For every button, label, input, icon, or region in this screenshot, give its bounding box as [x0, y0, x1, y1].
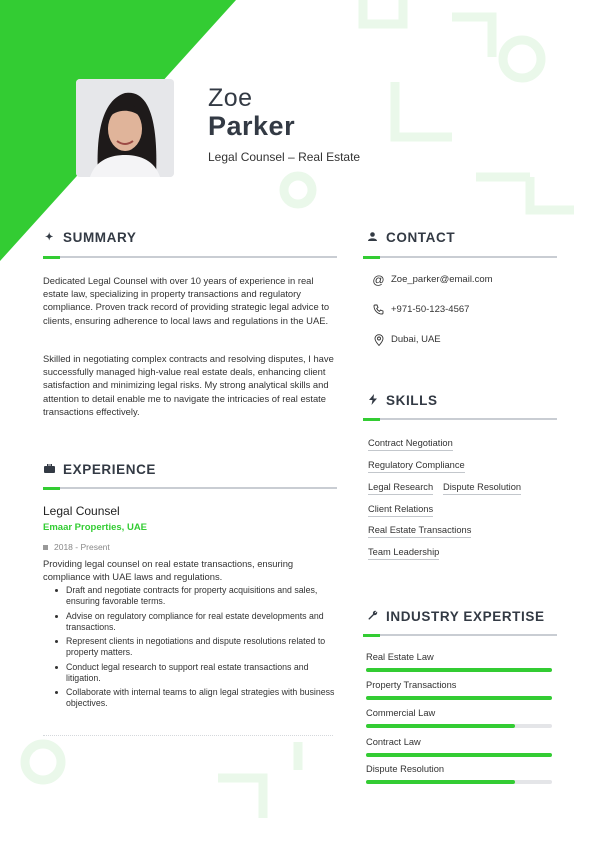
location-text: Dubai, UAE	[391, 334, 441, 345]
experience-rule	[43, 487, 337, 489]
job-role: Legal Counsel – Real Estate	[208, 150, 361, 164]
phone-icon	[372, 303, 385, 316]
calendar-icon	[43, 545, 48, 550]
skill-tag: Regulatory Compliance	[368, 460, 465, 473]
company-name: Emaar Properties, UAE	[43, 522, 148, 533]
summary-rule	[43, 256, 337, 258]
summary-paragraph-2: Skilled in negotiating complex contracts and resolving disputes, I have successfully managed high-value real estate deals, enhancing client satisfaction and minimizing legal risks. My strong analytical skills and attention to detail enable me to navigate the intricacies of real estate transactions effectively.	[43, 353, 334, 417]
job-bullets	[54, 585, 340, 713]
summary-heading	[43, 230, 136, 245]
job-bullet: Conduct legal research to support real estate transactions and litigation.	[54, 662, 340, 684]
skills-heading	[366, 393, 438, 408]
skills-title: SKILLS	[386, 393, 438, 408]
summary-paragraph-1: Dedicated Legal Counsel with over 10 years of experience in real estate law, specializing in property transactions and regulatory compliance. Proven track record of providing strategic legal advice to clients, ensuring adherence to local laws and regulations in the UAE.	[43, 275, 330, 326]
job-bullet: Collaborate with internal teams to align legal strategies with business objectives.	[54, 687, 340, 709]
expertise-bar	[366, 780, 552, 784]
contact-rule	[363, 256, 557, 258]
briefcase-icon	[43, 464, 56, 476]
skill-tag: Real Estate Transactions	[368, 525, 471, 538]
skill-tag: Client Relations	[368, 504, 433, 517]
sparkle-icon: ✦	[45, 232, 54, 243]
job-title: Legal Counsel	[43, 504, 120, 518]
job-bullet: Represent clients in negotiations and dispute resolutions related to property matters.	[54, 636, 340, 658]
job-bullet: Draft and negotiate contracts for property acquisitions and sales, ensuring favorable terms.	[54, 585, 340, 607]
expertise-heading	[366, 609, 545, 624]
expertise-title: INDUSTRY EXPERTISE	[386, 609, 545, 624]
expertise-bar	[366, 668, 552, 672]
expertise-label: Property Transactions	[366, 680, 457, 690]
contact-phone[interactable]	[372, 303, 469, 316]
phone-text[interactable]: +971-50-123-4567	[391, 304, 470, 315]
summary-title: SUMMARY	[63, 230, 137, 245]
wrench-icon	[366, 610, 379, 623]
section-divider	[43, 735, 333, 736]
at-icon: @	[372, 272, 385, 287]
expertise-rule	[363, 634, 557, 636]
first-name: Zoe	[208, 84, 253, 112]
expertise-bar	[366, 696, 552, 700]
experience-heading	[43, 462, 156, 477]
email-text[interactable]: Zoe_parker@email.com	[391, 274, 493, 285]
skill-tag: Contract Negotiation	[368, 438, 453, 451]
contact-location	[372, 333, 441, 346]
skill-tag: Legal Research	[368, 482, 433, 495]
job-dates-text: 2018 - Present	[54, 542, 110, 552]
expertise-label: Dispute Resolution	[366, 764, 445, 774]
contact-heading	[366, 230, 455, 245]
job-bullet: Advise on regulatory compliance for real estate developments and transactions.	[54, 611, 340, 633]
skills-rule	[363, 418, 557, 420]
expertise-label: Commercial Law	[366, 708, 436, 718]
person-icon	[366, 232, 379, 244]
last-name: Parker	[208, 111, 296, 141]
expertise-label: Real Estate Law	[366, 652, 434, 662]
skill-tag: Dispute Resolution	[443, 482, 521, 495]
contact-title: CONTACT	[386, 230, 456, 245]
job-dates	[43, 542, 110, 552]
expertise-bar	[366, 753, 552, 757]
portrait-icon	[76, 79, 174, 177]
location-pin-icon	[372, 333, 385, 346]
skill-tag: Team Leadership	[368, 547, 439, 560]
experience-title: EXPERIENCE	[63, 462, 157, 477]
expertise-bar	[366, 724, 552, 728]
lightning-icon	[366, 394, 379, 408]
profile-photo	[76, 79, 174, 177]
contact-email[interactable]	[372, 273, 493, 286]
expertise-label: Contract Law	[366, 737, 421, 747]
job-description: Providing legal counsel on real estate transactions, ensuring compliance with UAE laws and regulations.	[43, 558, 294, 582]
